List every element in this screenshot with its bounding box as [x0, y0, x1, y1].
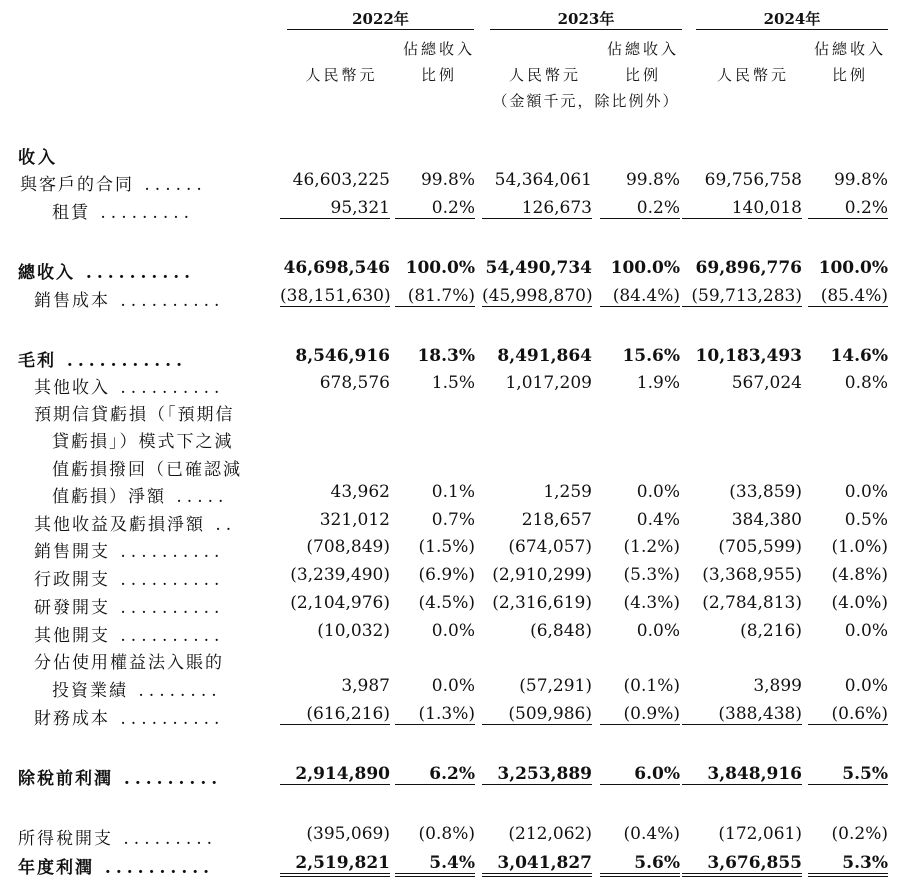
leader-dots: ........ [128, 681, 222, 701]
amount-cell: (3,368,955) [702, 565, 802, 585]
leader-dots: .......... [94, 858, 215, 878]
percent-cell: 1.5% [431, 373, 475, 393]
percent-cell: (1.2%) [623, 537, 680, 557]
amount-cell: 10,183,493 [695, 346, 802, 366]
section-revenue: 收入 [18, 148, 58, 168]
row-label [52, 427, 234, 452]
amount-cell: (10,032) [317, 621, 390, 641]
percent-cell: (6.9%) [418, 565, 475, 585]
amount-cell: 2,914,890 [280, 764, 390, 785]
leader-dots: ........... [56, 351, 188, 371]
amount-cell: (45,998,870) [482, 286, 593, 306]
leader-dots: ..... [166, 487, 229, 507]
percent-cell: 0.8% [844, 373, 888, 393]
leader-dots: .......... [110, 626, 225, 646]
table-row [0, 676, 900, 700]
percent-cell: 99.8% [625, 170, 680, 190]
table-row [0, 170, 900, 194]
row-label [34, 593, 224, 618]
percent-cell: 100.0% [610, 258, 680, 278]
percent-cell: (0.4%) [623, 824, 680, 844]
percent-cell: 0.0% [844, 621, 888, 641]
row-label-text: 投資業績 [52, 681, 128, 701]
row-label [34, 373, 224, 398]
amount-cell: (674,057) [508, 537, 592, 557]
percent-cell: (0.9%) [600, 704, 680, 725]
amount-cell: 3,848,916 [682, 764, 802, 785]
table-row [0, 482, 900, 506]
amount-cell: 3,899 [753, 676, 802, 696]
row-label [18, 346, 187, 371]
amount-cell: 126,673 [482, 198, 592, 219]
col-pct-2022-line1: 佔總收入 [402, 40, 475, 58]
amount-cell: (38,151,630) [280, 286, 391, 306]
amount-cell: (388,438) [682, 704, 802, 725]
row-label [34, 648, 224, 673]
percent-cell: 5.6% [600, 853, 680, 877]
amount-cell: (2,316,619) [492, 593, 592, 613]
year-underline-2023 [490, 29, 682, 30]
row-label [34, 286, 224, 311]
table-row [0, 455, 900, 479]
row-label-text: 值虧損撥回（已確認減 [52, 460, 242, 480]
percent-cell: (4.5%) [418, 593, 475, 613]
percent-cell: (85.4%) [808, 286, 888, 307]
row-label-text: 貸虧損」）模式下之減 [52, 432, 234, 452]
amount-cell: (509,986) [482, 704, 592, 725]
leader-dots: ......... [113, 829, 218, 849]
col-pct-2024-line1: 佔總收入 [813, 40, 886, 58]
table-row [0, 853, 900, 877]
percent-cell: 0.7% [431, 510, 475, 530]
amount-cell: (33,859) [729, 482, 802, 502]
amount-cell: 46,698,546 [283, 258, 390, 278]
table-row [0, 373, 900, 397]
percent-cell: 0.5% [844, 510, 888, 530]
amount-cell: 218,657 [521, 510, 592, 530]
row-label [34, 400, 235, 425]
row-label [18, 764, 222, 789]
percent-cell: 0.0% [636, 482, 680, 502]
row-label-text: 值虧損）淨額 [52, 487, 166, 507]
percent-cell: 0.0% [844, 482, 888, 502]
row-label [52, 482, 228, 507]
col-pct-2023-line1: 佔總收入 [606, 40, 679, 58]
amount-cell: 69,896,776 [695, 258, 802, 278]
row-label-text: 所得稅開支 [18, 829, 113, 849]
col-rmb-2023: 人民幣元 [508, 66, 581, 84]
row-label [18, 853, 214, 878]
amount-cell: 1,259 [543, 482, 592, 502]
amount-cell: 384,380 [731, 510, 802, 530]
percent-cell: 100.0% [818, 258, 888, 278]
year-underline-2024 [696, 29, 888, 30]
row-label [18, 824, 217, 849]
leader-dots: .......... [110, 709, 225, 729]
table-row [0, 258, 900, 282]
table-row [0, 764, 900, 788]
leader-dots: .......... [110, 570, 225, 590]
amount-cell: (6,848) [530, 621, 592, 641]
percent-cell: 0.2% [395, 198, 475, 219]
col-rmb-2024: 人民幣元 [716, 66, 789, 84]
leader-dots: ...... [134, 175, 207, 195]
amount-cell: 1,017,209 [505, 373, 592, 393]
table-row [0, 510, 900, 534]
percent-cell: 5.5% [808, 764, 888, 785]
amount-cell: 3,041,827 [482, 853, 592, 877]
row-label-text: 租賃 [52, 203, 90, 223]
row-label-text: 預期信貸虧損（「預期信 [34, 405, 235, 425]
percent-cell: (4.8%) [831, 565, 888, 585]
percent-cell: 100.0% [405, 258, 475, 278]
amount-cell: 43,962 [330, 482, 390, 502]
amount-cell: (395,069) [306, 824, 390, 844]
amount-cell: 54,364,061 [494, 170, 592, 190]
row-label-text: 銷售成本 [34, 291, 110, 311]
amount-cell: (59,713,283) [682, 286, 802, 307]
row-label [34, 704, 224, 729]
col-pct-2023-line2: 比例 [624, 66, 661, 84]
percent-cell: 0.0% [431, 676, 475, 696]
row-label-text: 與客戶的合同 [20, 175, 134, 195]
row-label-text: 行政開支 [34, 570, 110, 590]
unit-note: （金額千元，除比例外） [492, 92, 680, 110]
table-row [0, 198, 900, 222]
amount-cell: 69,756,758 [704, 170, 802, 190]
col-pct-2024-line2: 比例 [831, 66, 868, 84]
amount-cell: 567,024 [731, 373, 802, 393]
table-row [0, 400, 900, 424]
table-row [0, 286, 900, 310]
amount-cell: (212,062) [508, 824, 592, 844]
amount-cell: (708,849) [306, 537, 390, 557]
table-row [0, 565, 900, 589]
row-label-text: 分佔使用權益法入賬的 [34, 653, 224, 673]
leader-dots: .. [205, 515, 237, 535]
row-label [52, 676, 222, 701]
percent-cell: (0.8%) [418, 824, 475, 844]
percent-cell: (84.4%) [600, 286, 680, 307]
row-label-text: 年度利潤 [18, 858, 94, 878]
leader-dots: ......... [113, 769, 223, 789]
row-label [52, 198, 194, 223]
amount-cell: 95,321 [280, 198, 390, 219]
leader-dots: .......... [110, 378, 225, 398]
amount-cell: 3,676,855 [682, 853, 802, 877]
table-row [0, 621, 900, 645]
year-header-2022: 2022年 [352, 10, 409, 28]
col-pct-2022-line2: 比例 [420, 66, 457, 84]
percent-cell: 0.1% [431, 482, 475, 502]
amount-cell: (57,291) [519, 676, 592, 696]
percent-cell: (0.6%) [808, 704, 888, 725]
percent-cell: (1.5%) [418, 537, 475, 557]
amount-cell: 678,576 [319, 373, 390, 393]
leader-dots: ......... [90, 203, 195, 223]
leader-dots: .......... [75, 263, 196, 283]
percent-cell: 6.2% [395, 764, 475, 785]
row-label-text: 除稅前利潤 [18, 769, 113, 789]
percent-cell: 0.0% [431, 621, 475, 641]
table-row [0, 704, 900, 728]
amount-cell: 54,490,734 [485, 258, 592, 278]
amount-cell: 140,018 [682, 198, 802, 219]
table-row [0, 648, 900, 672]
year-header-2023: 2023年 [557, 10, 615, 28]
percent-cell: (4.3%) [623, 593, 680, 613]
amount-cell: (2,910,299) [492, 565, 592, 585]
row-label [34, 621, 224, 646]
percent-cell: 0.2% [600, 198, 680, 219]
leader-dots: .......... [110, 291, 225, 311]
amount-cell: 8,546,916 [295, 346, 390, 366]
leader-dots: .......... [110, 542, 225, 562]
amount-cell: (8,216) [740, 621, 802, 641]
row-label [34, 510, 236, 535]
percent-cell: 1.9% [636, 373, 680, 393]
percent-cell: 0.0% [636, 621, 680, 641]
row-label-text: 其他收入 [34, 378, 110, 398]
table-row [0, 593, 900, 617]
amount-cell: (2,104,976) [290, 593, 390, 613]
percent-cell: 15.6% [622, 346, 680, 366]
percent-cell: 0.2% [808, 198, 888, 219]
amount-cell: (705,599) [718, 537, 802, 557]
row-label [34, 565, 224, 590]
percent-cell: (0.2%) [831, 824, 888, 844]
amount-cell: (2,784,813) [702, 593, 802, 613]
amount-cell: 46,603,225 [292, 170, 390, 190]
leader-dots: .......... [110, 598, 225, 618]
table-row [0, 427, 900, 451]
row-label-text: 其他開支 [34, 626, 110, 646]
amount-cell: 3,987 [341, 676, 390, 696]
table-row [0, 537, 900, 561]
amount-cell: 8,491,864 [497, 346, 592, 366]
amount-cell: (3,239,490) [290, 565, 390, 585]
percent-cell: (5.3%) [623, 565, 680, 585]
row-label [52, 455, 242, 480]
row-label-text: 銷售開支 [34, 542, 110, 562]
row-label-text: 其他收益及虧損淨額 [34, 515, 205, 535]
amount-cell: (616,216) [280, 704, 390, 725]
percent-cell: 5.3% [808, 853, 888, 877]
percent-cell: 14.6% [830, 346, 888, 366]
percent-cell: 99.8% [833, 170, 888, 190]
percent-cell: (1.0%) [831, 537, 888, 557]
amount-cell: (172,061) [718, 824, 802, 844]
row-label-text: 財務成本 [34, 709, 110, 729]
row-label [18, 258, 195, 283]
table-row [0, 346, 900, 370]
row-label-text: 總收入 [18, 263, 75, 283]
row-label-text: 毛利 [18, 351, 56, 371]
percent-cell: 18.3% [417, 346, 475, 366]
amount-cell: 3,253,889 [482, 764, 592, 785]
percent-cell: 6.0% [600, 764, 680, 785]
amount-cell: 321,012 [319, 510, 390, 530]
year-header-2024: 2024年 [763, 10, 821, 28]
percent-cell: (81.7%) [395, 286, 475, 307]
percent-cell: 99.8% [420, 170, 475, 190]
year-underline-2022 [287, 29, 474, 30]
percent-cell: (4.0%) [831, 593, 888, 613]
percent-cell: 5.4% [395, 853, 475, 877]
row-label-text: 研發開支 [34, 598, 110, 618]
row-label [34, 537, 224, 562]
percent-cell: 0.4% [636, 510, 680, 530]
amount-cell: 2,519,821 [280, 853, 390, 877]
col-rmb-2022: 人民幣元 [305, 66, 378, 84]
percent-cell: 0.0% [844, 676, 888, 696]
row-label [20, 170, 207, 195]
percent-cell: (1.3%) [395, 704, 475, 725]
percent-cell: (0.1%) [623, 676, 680, 696]
table-row [0, 824, 900, 848]
